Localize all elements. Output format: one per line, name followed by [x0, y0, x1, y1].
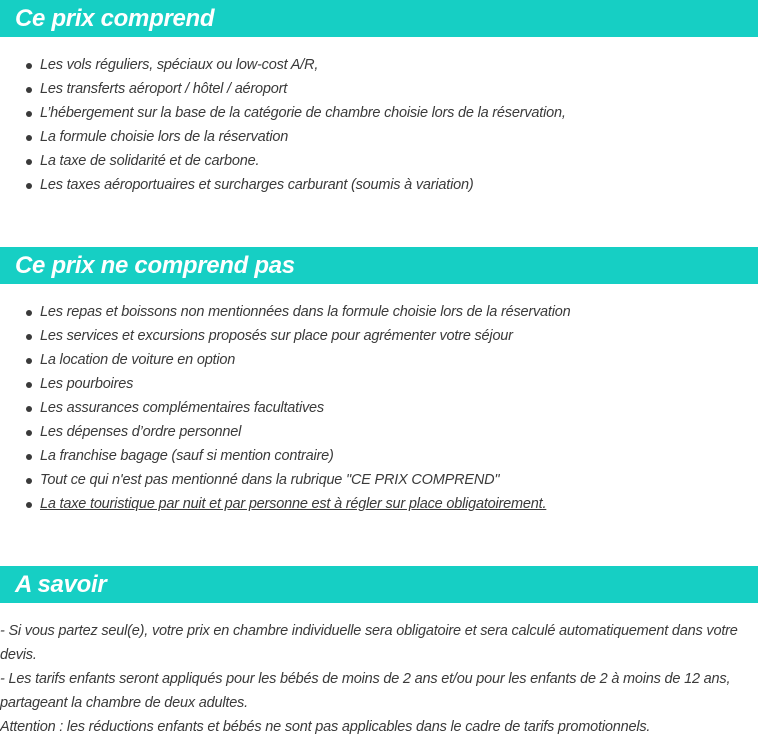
list-item-tourist-tax	[0, 492, 570, 516]
tourist-tax-text: La taxe touristique par nuit et par personne est à régler sur place obligatoirement.	[40, 496, 547, 512]
list-item: Les repas et boissons non mentionnées dans la formule choisie lors de la réservation	[0, 300, 570, 324]
note-paragraph: - Si vous partez seul(e), votre prix en chambre individuelle sera obligatoire et sera calculé automatiquement dans votre devis.	[0, 623, 738, 663]
list-item: Les pourboires	[0, 372, 570, 396]
section-header-notes: A savoir	[0, 566, 758, 603]
note-paragraph: Attention : les réductions enfants et bébés ne sont pas applicables dans le cadre de tarifs promotionnels.	[0, 719, 651, 735]
list-item: Les services et excursions proposés sur place pour agrémenter votre séjour	[0, 324, 570, 348]
excludes-list	[0, 300, 570, 516]
list-item: La location de voiture en option	[0, 348, 570, 372]
section-header-includes: Ce prix comprend	[0, 0, 758, 37]
list-item: Les dépenses d’ordre personnel	[0, 420, 570, 444]
includes-list	[0, 53, 566, 197]
list-item: Les taxes aéroportuaires et surcharges carburant (soumis à variation)	[0, 173, 566, 197]
notes-text	[0, 619, 758, 739]
list-item: La taxe de solidarité et de carbone.	[0, 149, 566, 173]
list-item: Les transferts aéroport / hôtel / aéroport	[0, 77, 566, 101]
section-header-excludes: Ce prix ne comprend pas	[0, 247, 758, 284]
list-item: La formule choisie lors de la réservation	[0, 125, 566, 149]
list-item: La franchise bagage (sauf si mention contraire)	[0, 444, 570, 468]
list-item: L’hébergement sur la base de la catégorie de chambre choisie lors de la réservation,	[0, 101, 566, 125]
list-item: Les assurances complémentaires facultatives	[0, 396, 570, 420]
list-item: Tout ce qui n'est pas mentionné dans la rubrique "CE PRIX COMPREND"	[0, 468, 570, 492]
note-paragraph: - Les tarifs enfants seront appliqués pour les bébés de moins de 2 ans et/ou pour les enfants de 2 à moins de 12 ans, partageant la chambre de deux adultes.	[0, 671, 731, 711]
list-item: Les vols réguliers, spéciaux ou low-cost A/R,	[0, 53, 566, 77]
